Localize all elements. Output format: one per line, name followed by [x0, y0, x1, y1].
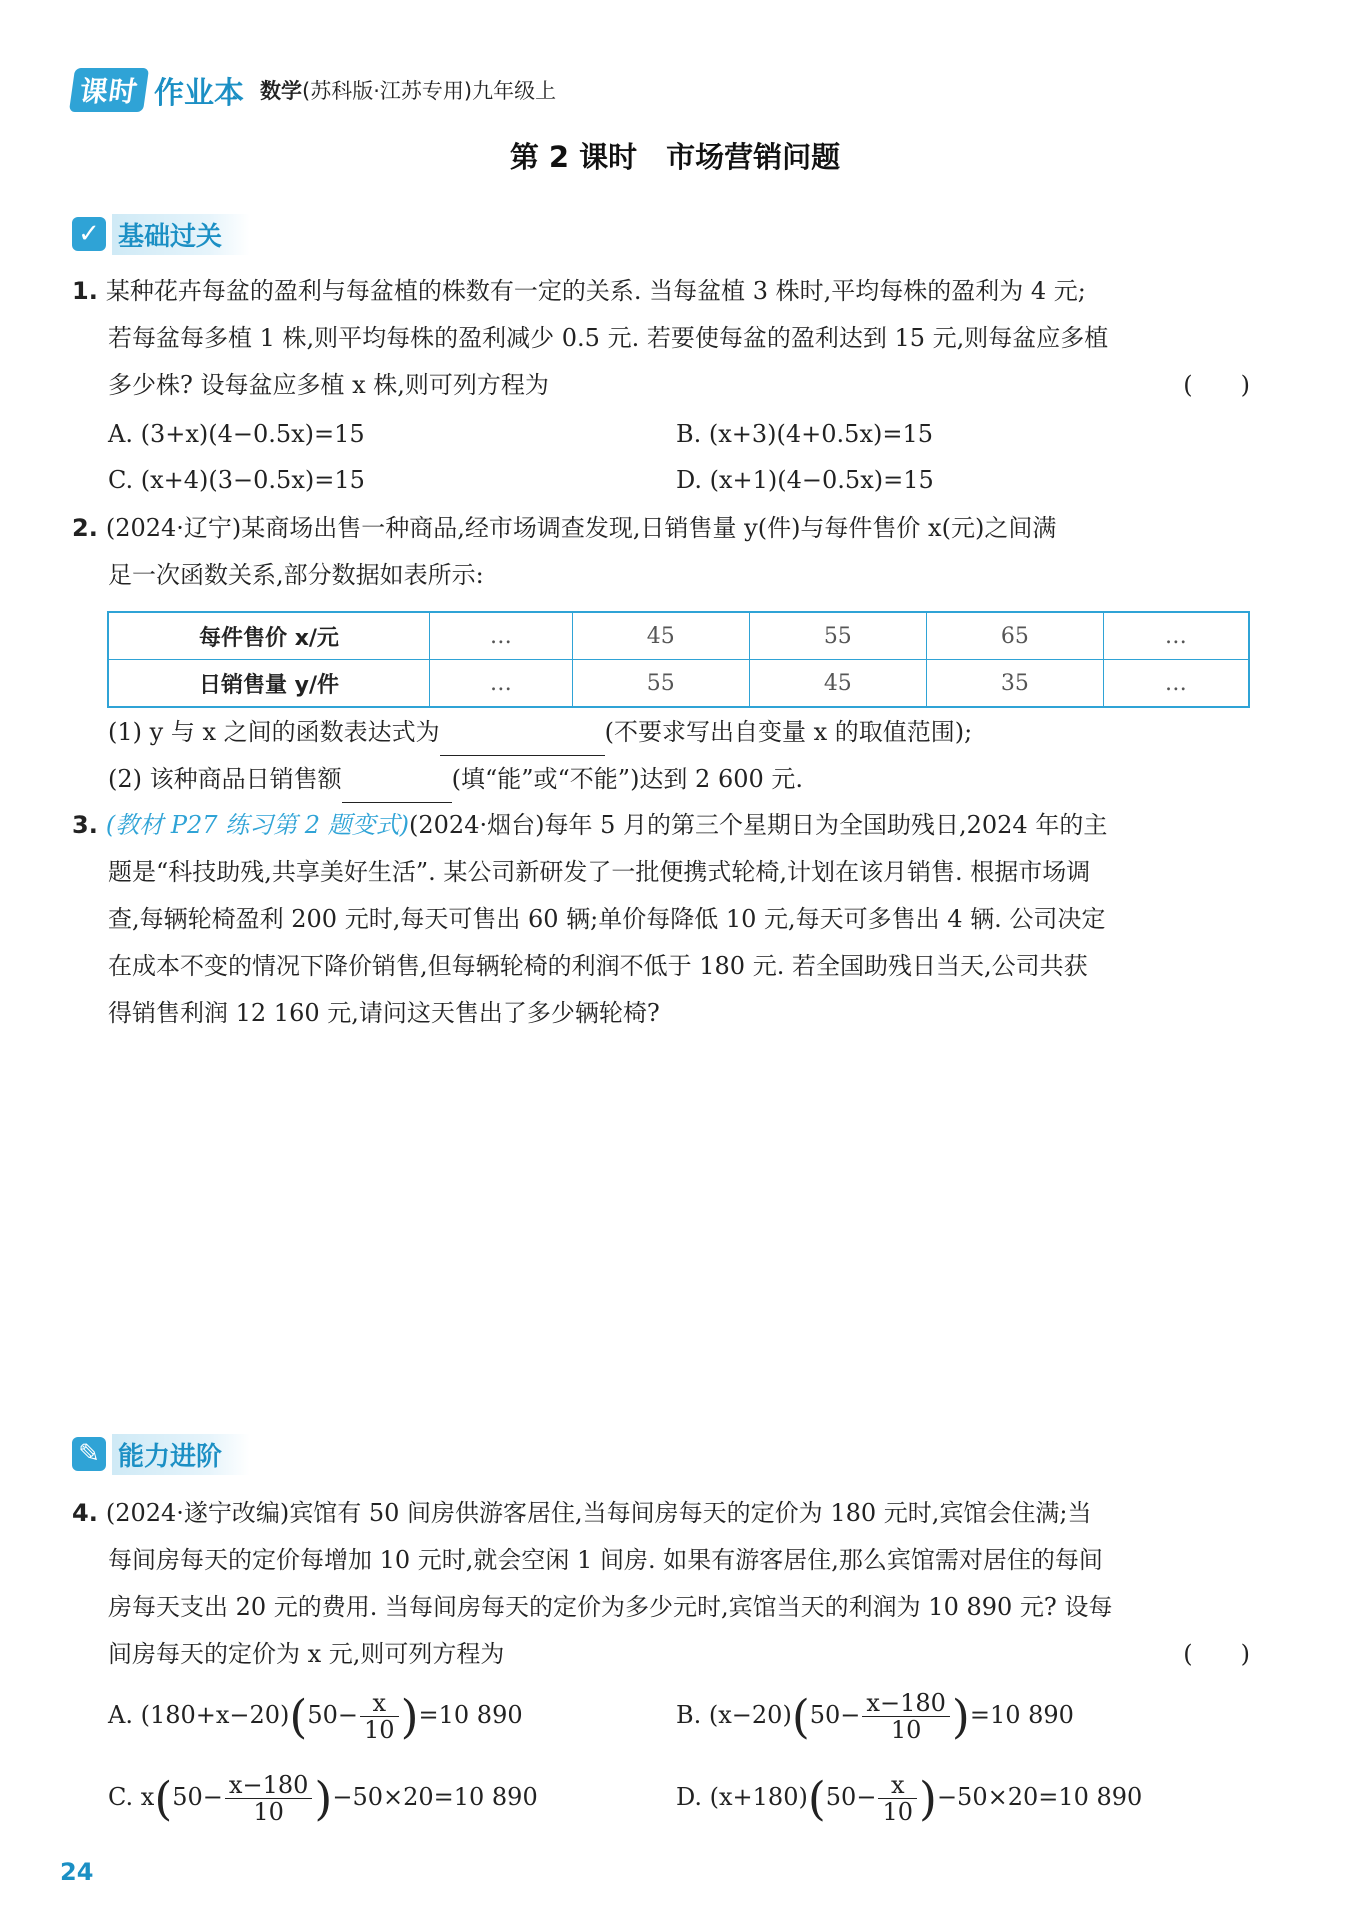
table-cell: 35 [926, 660, 1103, 708]
question-2-line-1: 2. (2024·辽宁)某商场出售一种商品,经市场调查发现,日销售量 y(件)与每件售价 x(元)之间满 [72, 514, 1057, 542]
table-row [108, 660, 1249, 708]
answer-blank[interactable] [440, 725, 605, 756]
checkbox-icon: ✓ [72, 217, 106, 251]
question-4-line-2: 每间房每天的定价每增加 10 元时,就会空闲 1 间房. 如果有游客居住,那么宾馆需对居住的每间 [108, 1546, 1103, 1574]
option-a: A. (3+x)(4−0.5x)=15 [108, 420, 365, 448]
question-3-line-1: 3. (教材 P27 练习第 2 题变式)(2024·烟台)每年 5 月的第三个星期日为全国助残日,2024 年的主 [72, 811, 1108, 839]
question-number: 2. [72, 514, 98, 542]
question-4-line-3: 房每天支出 20 元的费用. 当每间房每天的定价为多少元时,宾馆当天的利润为 10 890 元? 设每 [108, 1593, 1113, 1621]
fraction: $\frac{x}{10}$ [878, 1772, 917, 1825]
page-number: 24 [60, 1858, 94, 1886]
option-a: A. (180+x−20)(50− $\frac{x}{10}$ )=10 890 [108, 1689, 523, 1744]
table-cell: … [1103, 612, 1249, 660]
question-3-line-2: 题是“科技助残,共享美好生活”. 某公司新研发了一批便携式轮椅,计划在该月销售. 根据市场调 [108, 858, 1091, 886]
section-basic-heading [72, 212, 250, 256]
table-cell: 55 [572, 660, 749, 708]
question-2-subparts [108, 709, 1250, 803]
section-advanced-heading [72, 1432, 250, 1476]
question-2-line-2: 足一次函数关系,部分数据如表所示: [108, 561, 484, 589]
question-3-line-3: 查,每辆轮椅盈利 200 元时,每天可售出 60 辆;单价每降低 10 元,每天可多售出 4 辆. 公司决定 [108, 905, 1106, 933]
fraction: $\frac{x}{10}$ [360, 1690, 399, 1743]
page-header [72, 68, 556, 112]
question-3 [72, 802, 1250, 1037]
question-1-line-1: 1. 某种花卉每盆的盈利与每盆植的株数有一定的关系. 当每盆植 3 株时,平均每株的盈利为 4 元; [72, 277, 1086, 305]
table-cell: … [1103, 660, 1249, 708]
section-basic-label: 基础过关 [112, 214, 250, 255]
subject-main: 数学 [260, 79, 303, 103]
table-cell: 45 [572, 612, 749, 660]
question-1-line-2: 若每盆每多植 1 株,则平均每株的盈利减少 0.5 元. 若要使每盆的盈利达到 15 元,则每盆应多植 [108, 324, 1109, 352]
fraction: $\frac{x-180}{10}$ [862, 1690, 949, 1743]
subject-rest: (苏科版·江苏专用)九年级上 [302, 79, 557, 103]
option-c: C. (x+4)(3−0.5x)=15 [108, 466, 365, 494]
brand-badge: 课时 [69, 68, 149, 112]
question-4-options [108, 1690, 1250, 1850]
question-2-part-2: (2) 该种商品日销售额 (填“能”或“不能”)达到 2 600 元. [108, 756, 1250, 803]
question-1 [72, 268, 1250, 409]
question-1-options [108, 420, 1250, 510]
table-cell: 55 [749, 612, 926, 660]
question-number: 4. [72, 1499, 98, 1527]
data-table [107, 611, 1250, 708]
question-1-line-3: 多少株? 设每盆应多植 x 株,则可列方程为 ( ) [72, 362, 1250, 409]
question-2-part-1: (1) y 与 x 之间的函数表达式为 (不要求写出自变量 x 的取值范围); [108, 709, 1250, 756]
question-3-line-5: 得销售利润 12 160 元,请问这天售出了多少辆轮椅? [108, 999, 660, 1027]
answer-blank[interactable] [342, 772, 452, 803]
fraction: $\frac{x-180}{10}$ [225, 1772, 312, 1825]
question-4-line-1: 4. (2024·遂宁改编)宾馆有 50 间房供游客居住,当每间房每天的定价为 180 元时,宾馆会住满;当 [72, 1499, 1092, 1527]
question-2 [72, 505, 1250, 599]
option-d: D. (x+1)(4−0.5x)=15 [676, 466, 934, 494]
option-d: D. (x+180)(50− $\frac{x}{10}$ )−50×20=10 890 [676, 1771, 1143, 1826]
table-cell: 45 [749, 660, 926, 708]
lesson-title: 第 2 课时 市场营销问题 [509, 140, 841, 174]
option-c: C. x(50− $\frac{x-180}{10}$ )−50×20=10 890 [108, 1771, 538, 1826]
question-number: 1. [72, 277, 98, 305]
option-b: B. (x−20)(50− $\frac{x-180}{10}$ )=10 890 [676, 1689, 1074, 1744]
question-number: 3. [72, 811, 98, 839]
section-advanced-label: 能力进阶 [112, 1434, 250, 1475]
answer-paren: ( ) [1183, 371, 1250, 399]
question-4-line-4: 间房每天的定价为 x 元,则可列方程为 ( ) [72, 1631, 1250, 1678]
textbook-reference: (教材 P27 练习第 2 题变式) [105, 811, 410, 839]
brand-word: 作业本 [154, 76, 245, 111]
table-row [108, 612, 1249, 660]
option-b: B. (x+3)(4+0.5x)=15 [676, 420, 933, 448]
answer-paren: ( ) [1183, 1640, 1250, 1668]
edit-icon: ✎ [72, 1437, 106, 1471]
table-cell: 65 [926, 612, 1103, 660]
table-cell: … [430, 660, 573, 708]
table-cell: … [430, 612, 573, 660]
question-3-line-4: 在成本不变的情况下降价销售,但每辆轮椅的利润不低于 180 元. 若全国助残日当天,公司共获 [108, 952, 1088, 980]
row-header-price: 每件售价 x/元 [108, 612, 430, 660]
row-header-sales: 日销售量 y/件 [108, 660, 430, 708]
question-4 [72, 1490, 1250, 1678]
subject-label [260, 75, 556, 105]
